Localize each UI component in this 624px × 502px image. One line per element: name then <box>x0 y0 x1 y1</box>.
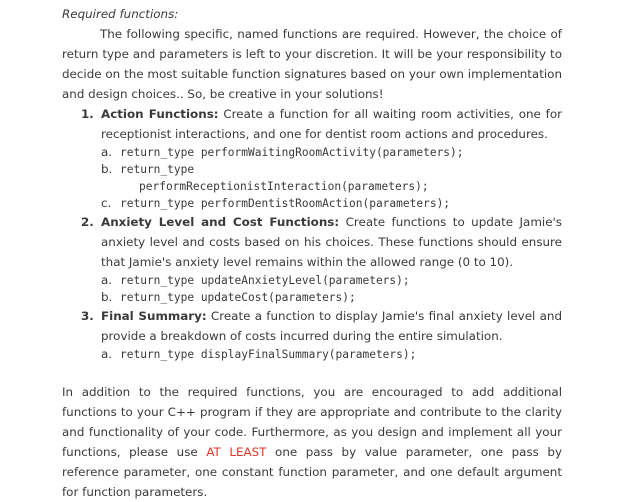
list-item-anxiety-cost-functions <box>62 212 562 306</box>
list-item-final-summary <box>62 306 562 363</box>
closing-text-before: In addition to the required functions, you are encouraged to add additional functions to your C++ program if they are appropriate and contribute to the clarity and functionality of your code. Furthermore, as you design and implement all your functions, please use <box>62 385 562 459</box>
signature-code: return_type performWaitingRoomActivity(parameters); <box>120 146 464 159</box>
intro-paragraph: The following specific, named functions are required. However, the choice of return type and parameters is left to your discretion. It will be your responsibility to decide on the most suitable function signatures based on your own implementation and design choices.. So, be creative in your solutions! <box>62 27 562 101</box>
closing-paragraph <box>62 382 562 502</box>
item-text: Create a function for all waiting room activities, one for receptionist interactions, and one for dentist room actions and procedures. <box>101 107 562 141</box>
signature-letter: b. <box>101 162 113 176</box>
item-text: Create functions to update Jamie's anxiety level and costs based on his choices. These functions should ensure that Jamie's anxiety level remains within the allowed range (0 to 10). <box>101 215 562 269</box>
signature-item <box>101 289 562 306</box>
item-label: Final Summary: <box>101 309 207 323</box>
closing-text-after: one pass by value parameter, one pass by reference parameter, one constant function parameter, and one default argument for function parameters. <box>62 445 563 499</box>
required-functions-list <box>62 104 562 363</box>
section-heading: Required functions: <box>62 7 179 21</box>
signature-code: return_type <box>120 163 195 176</box>
list-item-action-functions <box>62 104 562 212</box>
emphasis-at-least: AT LEAST <box>206 445 267 459</box>
signature-letter: a. <box>101 347 113 361</box>
signature-item <box>101 346 562 363</box>
item-number: 2. <box>81 215 94 229</box>
signature-letter: a. <box>101 145 113 159</box>
signature-letter: c. <box>101 196 112 210</box>
signature-list <box>101 346 562 363</box>
document <box>62 4 562 502</box>
signature-code: return_type updateAnxietyLevel(parameters); <box>120 274 410 287</box>
item-text: Create a function to display Jamie's final anxiety level and provide a breakdown of costs incurred during the entire simulation. <box>101 309 562 343</box>
item-label: Anxiety Level and Cost Functions: <box>101 215 340 229</box>
signature-item <box>101 195 562 212</box>
signature-code: return_type performDentistRoomAction(parameters); <box>120 197 451 210</box>
signature-item <box>101 272 562 289</box>
signature-item <box>101 161 562 195</box>
signature-item <box>101 144 562 161</box>
spacer <box>62 363 562 382</box>
item-number: 1. <box>81 107 94 121</box>
signature-code-continued: performReceptionistInteraction(parameters); <box>139 180 429 193</box>
signature-code: return_type updateCost(parameters); <box>120 291 356 304</box>
item-number: 3. <box>81 309 94 323</box>
signature-letter: a. <box>101 273 113 287</box>
signature-letter: b. <box>101 290 113 304</box>
signature-code: return_type displayFinalSummary(parameters); <box>120 348 417 361</box>
item-label: Action Functions: <box>101 107 219 121</box>
signature-list <box>101 144 562 212</box>
signature-list <box>101 272 562 306</box>
